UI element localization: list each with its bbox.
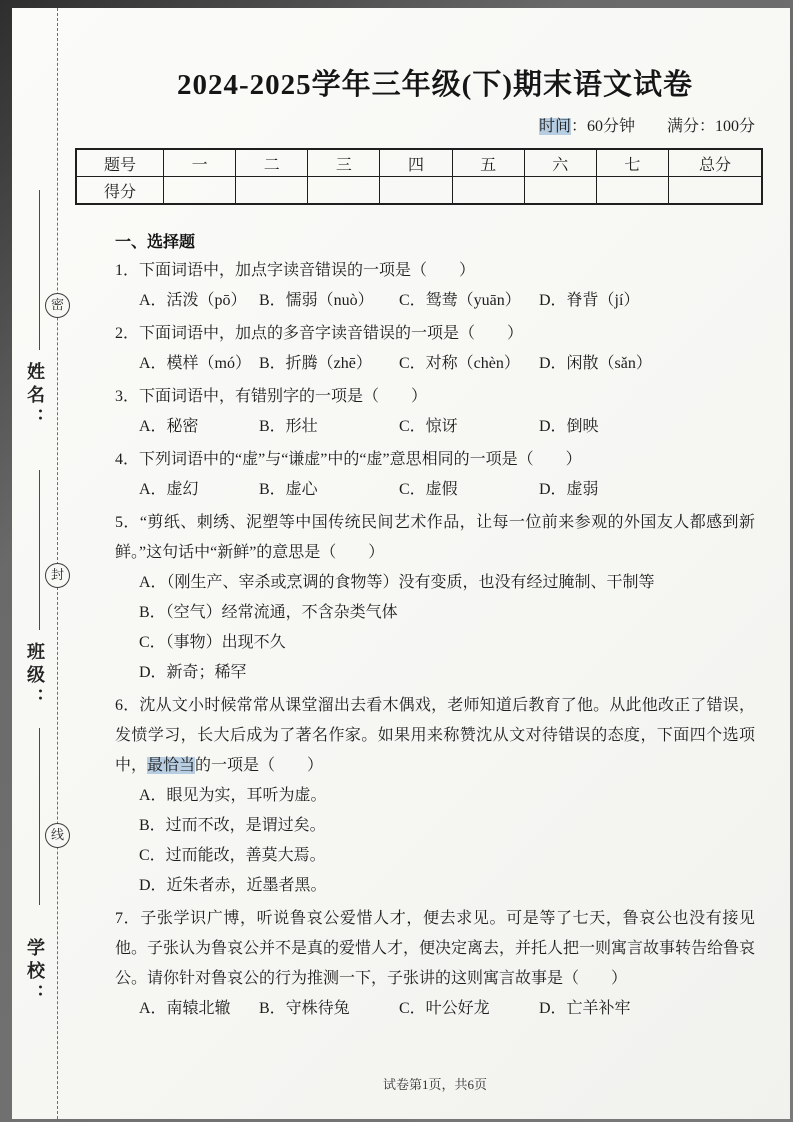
score-table-row-label: 题号 — [76, 149, 164, 177]
score-empty-cell — [596, 177, 668, 205]
question-options — [115, 349, 755, 379]
question-options — [115, 994, 755, 1024]
option: A．活泼（pō） — [139, 292, 247, 309]
class-field-label: 班级： — [25, 642, 45, 711]
score-table-column-header: 七 — [596, 149, 668, 177]
question-5 — [115, 508, 755, 688]
school-field-label: 学校： — [25, 938, 45, 1007]
question-options — [115, 781, 755, 901]
question-options — [115, 286, 755, 316]
score-table-column-header: 二 — [236, 149, 308, 177]
score-empty-cell — [452, 177, 524, 205]
question-stem — [115, 904, 755, 994]
text-segment: 5．“剪纸、刺绣、泥塑等中国传统民间艺术作品，让每一位前来参观的外国友人都感到新鲜。”这句话中“新鲜”的意思是（ ） — [115, 514, 755, 561]
text-segment: ：60分钟 满分：100分 — [570, 118, 755, 135]
seal-char-mi: 密 — [45, 293, 70, 318]
exam-paper-page — [12, 8, 790, 1119]
score-table-column-header: 六 — [524, 149, 596, 177]
question-4 — [115, 445, 755, 505]
score-table-row-label: 得分 — [76, 177, 164, 205]
score-empty-cell — [164, 177, 236, 205]
score-empty-cell — [524, 177, 596, 205]
option: A．秘密 — [139, 418, 199, 435]
question-options — [115, 412, 755, 442]
exam-meta — [115, 113, 755, 136]
question-list — [115, 256, 755, 1024]
text-segment: 6．沈从文小时候常常从课堂溜出去看木偶戏，老师知道后教育了他。从此他改正了错误，发愤学习，长大后成为了著名作家。如果用来称赞沈从文对待错误的态度，下面四个选项中， — [115, 697, 755, 774]
option: C．惊讶 — [399, 418, 458, 435]
write-line — [39, 470, 40, 630]
text-segment: 2．下面词语中，加点的多音字读音错误的一项是（ ） — [115, 325, 524, 342]
option: C．过而能改，善莫大焉。 — [139, 847, 326, 864]
question-options — [115, 568, 755, 688]
question-stem — [115, 445, 755, 475]
question-stem — [115, 319, 755, 349]
exam-title: 2024-2025学年三年级(下)期末语文试卷 — [177, 69, 693, 101]
option: A．虚幻 — [139, 481, 199, 498]
score-table-column-header: 一 — [164, 149, 236, 177]
score-table-column-header: 四 — [380, 149, 452, 177]
page-footer: 试卷第1页，共6页 — [382, 1077, 487, 1092]
option: A．南辕北辙 — [139, 1000, 231, 1017]
question-6 — [115, 691, 755, 901]
name-field-label: 姓名： — [25, 362, 45, 431]
option: B．过而不改，是谓过矣。 — [139, 817, 326, 834]
option: D．近朱者赤，近墨者黑。 — [139, 877, 327, 894]
option: D．亡羊补牢 — [539, 1000, 631, 1017]
score-empty-cell — [380, 177, 452, 205]
option: C．叶公好龙 — [399, 1000, 490, 1017]
seal-char-xian: 线 — [45, 823, 70, 848]
option: D．新奇；稀罕 — [139, 664, 247, 681]
write-line — [39, 728, 40, 905]
option: C．鸳鸯（yuān） — [399, 292, 521, 309]
option: B．守株待兔 — [259, 1000, 350, 1017]
highlighted-text: 时间 — [538, 118, 571, 135]
option: D．虚弱 — [539, 481, 599, 498]
option: D．倒映 — [539, 418, 599, 435]
question-1 — [115, 256, 755, 316]
option: D．闲散（sǎn） — [539, 355, 652, 372]
question-options — [115, 475, 755, 505]
exam-content — [103, 8, 756, 1027]
text-segment: 的一项是（ ） — [195, 757, 324, 774]
seal-char-feng: 封 — [45, 563, 70, 588]
option: C．虚假 — [399, 481, 458, 498]
text-segment: 1．下面词语中，加点字读音错误的一项是（ ） — [115, 262, 476, 279]
score-table — [75, 148, 763, 205]
score-empty-cell — [308, 177, 380, 205]
question-3 — [115, 382, 755, 442]
highlighted-text: 最恰当 — [147, 757, 196, 774]
question-2 — [115, 319, 755, 379]
write-line — [39, 190, 40, 350]
score-table-column-header: 五 — [452, 149, 524, 177]
section-heading: 一、选择题 — [115, 234, 196, 251]
question-stem — [115, 508, 755, 568]
question-stem — [115, 691, 755, 781]
option: C．（事物）出现不久 — [139, 634, 286, 651]
question-7 — [115, 904, 755, 1024]
option: B．折腾（zhē） — [259, 355, 372, 372]
question-stem — [115, 256, 755, 286]
score-table-column-header: 三 — [308, 149, 380, 177]
score-empty-cell — [669, 177, 763, 205]
option: B．虚心 — [259, 481, 318, 498]
option: D．脊背（jí） — [539, 292, 640, 309]
option: C．对称（chèn） — [399, 355, 520, 372]
option: B．懦弱（nuò） — [259, 292, 374, 309]
text-segment: 4．下列词语中的“虚”与“谦虚”中的“虚”意思相同的一项是（ ） — [115, 451, 582, 468]
option: B．（空气）经常流通，不含杂类气体 — [139, 604, 398, 621]
text-segment: 7．子张学识广博，听说鲁哀公爱惜人才，便去求见。可是等了七天，鲁哀公也没有接见他。子张认为鲁哀公并不是真的爱惜人才，便决定离去，并托人把一则寓言故事转告给鲁哀公。请你针对鲁哀公的行为推测一下，子张讲的这则寓言故事是（ ） — [115, 910, 756, 987]
option: A．眼见为实，耳听为虚。 — [139, 787, 327, 804]
score-table-column-header: 总分 — [669, 149, 763, 177]
score-empty-cell — [236, 177, 308, 205]
text-segment: 3．下面词语中，有错别字的一项是（ ） — [115, 388, 428, 405]
option: B．形壮 — [259, 418, 318, 435]
option: A．（刚生产、宰杀或烹调的食物等）没有变质，也没有经过腌制、干制等 — [139, 574, 655, 591]
question-stem — [115, 382, 755, 412]
option: A．模样（mó） — [139, 355, 252, 372]
